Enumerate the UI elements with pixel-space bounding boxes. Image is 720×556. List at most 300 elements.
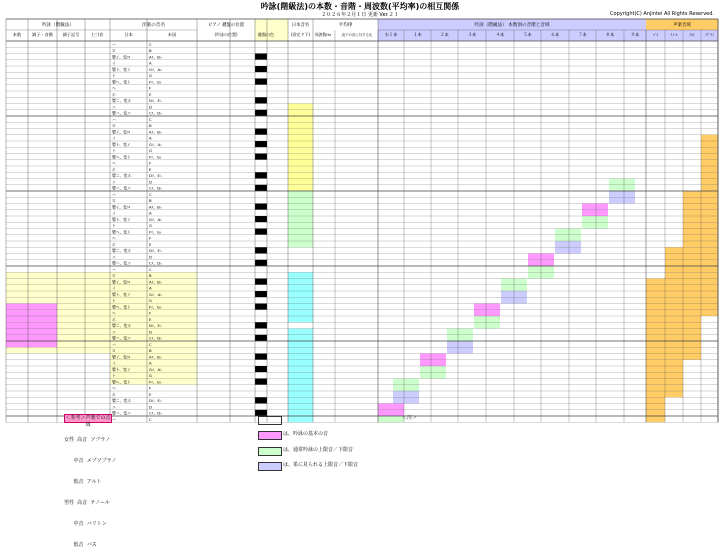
- western-cell-highlight: [110, 272, 197, 278]
- voice-bar-tenor: [665, 372, 683, 378]
- piano-key: [255, 216, 267, 222]
- nihon-cell-highlight: [288, 241, 313, 247]
- voice-bar-bass: [646, 341, 665, 347]
- ginei-base-highlight: [6, 310, 57, 316]
- western-jp-name: 嬰イ、変ロ: [112, 204, 131, 210]
- range-band: [393, 379, 419, 385]
- voice-bar-tenor: [665, 310, 683, 316]
- header-voice-col: ｱﾙﾄ: [689, 33, 695, 37]
- western-jp-name: 嬰ヘ、変ト: [112, 79, 131, 85]
- header-usa: 米国: [167, 32, 177, 37]
- western-jp-name: 嬰ト、変イ: [112, 66, 131, 72]
- piano-key: [255, 360, 267, 366]
- western-us-name: C: [149, 191, 152, 197]
- nihon-cell-highlight: [288, 391, 313, 397]
- voice-bar-soprano: [701, 204, 718, 210]
- nihon-cell-highlight: [288, 354, 313, 360]
- voice-bar-soprano: [701, 185, 718, 191]
- piano-key: [255, 97, 267, 103]
- western-us-name: A: [149, 285, 152, 291]
- range-band: [420, 354, 446, 360]
- voice-bar-tenor: [665, 360, 683, 366]
- western-us-name: A: [149, 60, 152, 66]
- range-band: [582, 216, 608, 222]
- western-jp-name: ホ: [112, 391, 116, 397]
- range-band: [474, 304, 500, 310]
- nihon-cell-highlight: [288, 185, 313, 191]
- ginei-cell-highlight: [6, 291, 110, 297]
- piano-key: [255, 354, 267, 360]
- piano-key: [255, 172, 267, 178]
- piano-key: [255, 304, 267, 310]
- piano-key: [255, 372, 267, 378]
- ginei-base-highlight: [6, 322, 57, 328]
- western-jp-name: ト: [112, 373, 116, 379]
- range-band: [420, 366, 446, 372]
- ginei-base-highlight: [6, 329, 57, 335]
- piano-key: [255, 404, 267, 410]
- voice-bar-bass: [646, 366, 665, 372]
- western-us-name: E: [149, 241, 152, 247]
- western-jp-name: 嬰ト、変イ: [112, 216, 131, 222]
- nihon-cell-highlight: [288, 297, 313, 303]
- voice-bar-soprano: [701, 247, 718, 253]
- header-voice-col: ﾊﾞｽ: [652, 33, 659, 37]
- nihon-cell-highlight: [288, 110, 313, 116]
- piano-key: [255, 66, 267, 72]
- voice-bar-soprano: [701, 291, 718, 297]
- piano-key: [255, 147, 267, 153]
- voice-bar-tenor: [665, 354, 683, 360]
- nihon-cell-highlight: [288, 397, 313, 403]
- range-band: [555, 241, 581, 247]
- voice-bar-tenor: [665, 247, 683, 253]
- western-jp-name: ヘ: [112, 310, 116, 316]
- voice-bar-alto: [683, 304, 701, 310]
- voice-bar-soprano: [701, 135, 718, 141]
- voice-bar-bass: [646, 391, 665, 397]
- voice-bar-alto: [683, 222, 701, 228]
- voice-bar-alto: [683, 204, 701, 210]
- western-us-name: G♯、A♭: [149, 66, 162, 72]
- voice-bar-bass: [646, 322, 665, 328]
- western-cell-highlight: [110, 285, 197, 291]
- legend-text: は、吟詠の基本の音: [283, 431, 329, 437]
- western-us-name: B: [149, 273, 152, 279]
- voice-bar-alto: [683, 291, 701, 297]
- nihon-cell-highlight: [288, 129, 313, 135]
- voice-bar-alto: [683, 191, 701, 197]
- range-band: [555, 247, 581, 253]
- range-band: [420, 372, 446, 378]
- nihon-cell-highlight: [288, 122, 313, 128]
- piano-key: [255, 341, 267, 347]
- piano-key: [255, 129, 267, 135]
- western-cell-highlight: [110, 310, 197, 316]
- voice-bar-tenor: [665, 335, 683, 341]
- range-band: [582, 222, 608, 228]
- range-band: [609, 185, 635, 191]
- header-bg-piano: [255, 19, 288, 41]
- header-voice-col: ｿﾌﾟﾗﾉ: [705, 33, 714, 37]
- western-us-name: A: [149, 210, 152, 216]
- voice-bar-alto: [683, 235, 701, 241]
- piano-key: [255, 272, 267, 278]
- legend-swatch-pink: [258, 431, 282, 440]
- western-jp-name: ハ: [112, 191, 116, 197]
- header-honsu-col: ４本: [495, 32, 505, 37]
- nihon-cell-highlight: [288, 104, 313, 110]
- nihon-cell-highlight: [288, 204, 313, 210]
- western-us-name: F♯、G♭: [149, 79, 162, 85]
- western-us-name: D: [149, 179, 152, 185]
- range-band: [378, 404, 404, 410]
- header-ginei-pos: (吟詠の位置): [214, 32, 238, 37]
- voice-bar-alto: [683, 247, 701, 253]
- piano-key: [255, 47, 267, 53]
- nihon-cell-highlight: [288, 166, 313, 172]
- western-jp-name: ホ: [112, 241, 116, 247]
- voice-bar-bass: [646, 316, 665, 322]
- header-honsu-col: ９本: [630, 32, 640, 37]
- western-cell-highlight: [110, 329, 197, 335]
- western-jp-name: イ: [112, 210, 116, 216]
- ginei-base-highlight: [6, 316, 57, 322]
- voice-bar-soprano: [701, 241, 718, 247]
- western-jp-name: ハ: [112, 116, 116, 122]
- western-us-name: D♯、E♭: [149, 398, 162, 404]
- western-jp-name: ト: [112, 223, 116, 229]
- piano-key: [255, 310, 267, 316]
- voice-bar-bass: [646, 335, 665, 341]
- western-us-name: G♯、A♭: [149, 366, 162, 372]
- piano-key: [255, 210, 267, 216]
- piano-key: [255, 397, 267, 403]
- piano-key: [255, 366, 267, 372]
- voice-bar-soprano: [701, 154, 718, 160]
- western-us-name: A: [149, 360, 152, 366]
- voice-bar-soprano: [701, 141, 718, 147]
- range-band: [609, 197, 635, 203]
- voice-bar-bass: [646, 279, 665, 285]
- voice-bar-soprano: [701, 210, 718, 216]
- nihon-cell-highlight: [288, 385, 313, 391]
- voice-bar-alto: [683, 341, 701, 347]
- legend-text: は、通常吟詠の上限音／下限音: [283, 447, 354, 453]
- piano-key: [255, 285, 267, 291]
- header-honsu: 本数: [12, 32, 22, 37]
- western-jp-name: ハ: [112, 341, 116, 347]
- header-honsu-col: ６本: [550, 32, 560, 37]
- nihon-cell-highlight: [288, 410, 313, 416]
- western-jp-name: 嬰ヘ、変ト: [112, 229, 131, 235]
- western-jp-name: ヘ: [112, 385, 116, 391]
- nihon-cell-highlight: [288, 235, 313, 241]
- voice-bar-tenor: [665, 279, 683, 285]
- voice-bar-bass: [646, 404, 665, 410]
- range-band: [555, 235, 581, 241]
- western-us-name: G♯、A♭: [149, 141, 162, 147]
- range-band: [393, 397, 419, 403]
- voice-bar-soprano: [701, 297, 718, 303]
- voice-bar-bass: [646, 354, 665, 360]
- nihon-cell-highlight: [288, 285, 313, 291]
- western-jp-name: ト: [112, 73, 116, 79]
- voice-bar-tenor: [665, 304, 683, 310]
- voice-bar-alto: [683, 229, 701, 235]
- voice-bar-tenor: [665, 316, 683, 322]
- header-japan: 日本: [124, 32, 133, 37]
- western-jp-name: ト: [112, 298, 116, 304]
- western-cell-highlight: [110, 316, 197, 322]
- western-jp-name: ロ: [112, 348, 116, 354]
- header-honsu-col: ８本: [605, 32, 615, 37]
- piano-key: [255, 335, 267, 341]
- western-cell-highlight: [110, 360, 197, 366]
- header-honsu-col: ２本: [440, 32, 449, 37]
- western-jp-name: 嬰イ、変ロ: [112, 129, 131, 135]
- range-band: [555, 229, 581, 235]
- western-jp-name: 嬰イ、変ロ: [112, 54, 131, 60]
- western-jp-name: 嬰ハ、変ニ: [112, 335, 131, 341]
- western-jp-name: 嬰ヘ、変ト: [112, 154, 131, 160]
- piano-key: [255, 254, 267, 260]
- western-us-name: E: [149, 166, 152, 172]
- western-us-name: F: [149, 310, 152, 316]
- western-us-name: G♯、A♭: [149, 216, 162, 222]
- voice-bar-alto: [683, 216, 701, 222]
- nihon-cell-highlight: [288, 216, 313, 222]
- piano-key: [255, 229, 267, 235]
- voice-bar-soprano: [701, 172, 718, 178]
- voice-bar-bass: [646, 372, 665, 378]
- western-jp-name: ヘ: [112, 160, 116, 166]
- header-group-voice: 声楽音域: [673, 23, 691, 28]
- voice-bar-soprano: [701, 216, 718, 222]
- piano-key: [255, 179, 267, 185]
- range-band: [420, 360, 446, 366]
- voice-range-list: [64, 423, 116, 556]
- voice-bar-alto: [683, 254, 701, 260]
- western-jp-name: ヘ: [112, 235, 116, 241]
- western-cell-highlight: [110, 297, 197, 303]
- voice-bar-alto: [683, 354, 701, 360]
- piano-key: [255, 329, 267, 335]
- western-jp-name: ロ: [112, 48, 116, 54]
- header-kigo: 調子記号: [62, 32, 80, 37]
- western-jp-name: 嬰ハ、変ニ: [112, 410, 131, 416]
- piano-key: [255, 279, 267, 285]
- western-jp-name: 嬰ハ、変ニ: [112, 110, 131, 116]
- voice-bar-bass: [646, 397, 665, 403]
- piano-key: [255, 316, 267, 322]
- piano-key: [255, 72, 267, 78]
- western-us-name: F: [149, 160, 152, 166]
- western-us-name: D♯、E♭: [149, 98, 162, 104]
- voice-range-line: 中音 バリトン: [64, 521, 107, 527]
- nihon-cell-highlight: [288, 272, 313, 278]
- voice-bar-alto: [683, 310, 701, 316]
- western-us-name: D: [149, 329, 152, 335]
- range-band: [582, 210, 608, 216]
- piano-key: [255, 204, 267, 210]
- piano-key: [255, 260, 267, 266]
- voice-bar-soprano: [701, 191, 718, 197]
- voice-range-values: [150, 423, 153, 514]
- nihon-cell-highlight: [288, 291, 313, 297]
- piano-key: [255, 297, 267, 303]
- voice-bar-bass: [646, 329, 665, 335]
- piano-key: [255, 154, 267, 160]
- western-us-name: C♯、D♭: [149, 410, 162, 416]
- voice-bar-bass: [646, 304, 665, 310]
- western-jp-name: ニ: [112, 329, 116, 335]
- western-jp-name: 嬰ニ、変ホ: [112, 323, 132, 329]
- copyright-text: Copyright(C) Anjintei All Rights Reserved.: [610, 11, 714, 17]
- nihon-cell-highlight: [288, 141, 313, 147]
- western-us-name: D♯、E♭: [149, 248, 162, 254]
- western-cell-highlight: [110, 341, 197, 347]
- voice-bar-tenor: [665, 391, 683, 397]
- western-us-name: A♯、B♭: [149, 279, 162, 285]
- voice-bar-alto: [683, 335, 701, 341]
- western-jp-name: ニ: [112, 179, 116, 185]
- western-us-name: C: [149, 266, 152, 272]
- western-us-name: C♯、D♭: [149, 110, 162, 116]
- voice-bar-soprano: [701, 260, 718, 266]
- nihon-cell-highlight: [288, 372, 313, 378]
- piano-key: [255, 197, 267, 203]
- western-jp-name: 嬰ヘ、変ト: [112, 379, 131, 385]
- range-band: [474, 316, 500, 322]
- nihon-cell-highlight: [288, 279, 313, 285]
- western-us-name: G: [149, 73, 152, 79]
- western-us-name: D: [149, 404, 152, 410]
- voice-bar-soprano: [701, 310, 718, 316]
- nihon-cell-highlight: [288, 329, 313, 335]
- western-jp-name: ニ: [112, 254, 116, 260]
- piano-key: [255, 85, 267, 91]
- page-title: 吟詠(階級法)の本数・音階・周波数(平均率)の相互関係: [260, 2, 460, 11]
- header-group-freq: 平均律: [338, 23, 353, 28]
- western-cell-highlight: [110, 347, 197, 353]
- western-us-name: A♯、B♭: [149, 354, 162, 360]
- voice-bar-soprano: [701, 266, 718, 272]
- piano-key: [255, 241, 267, 247]
- western-us-name: B: [149, 48, 152, 54]
- header-nihon-sub: (固定ド下): [290, 32, 311, 37]
- nihon-cell-highlight: [288, 335, 313, 341]
- western-jp-name: 嬰ト、変イ: [112, 291, 131, 297]
- piano-key: [255, 379, 267, 385]
- western-jp-name: ト: [112, 148, 116, 154]
- notes-label: ＜注＞: [402, 415, 418, 421]
- western-us-name: C: [149, 416, 152, 422]
- western-jp-name: 嬰イ、変ロ: [112, 354, 131, 360]
- header-key-color: 鍵盤の色: [258, 32, 274, 37]
- piano-key: [255, 41, 267, 47]
- voice-bar-soprano: [701, 229, 718, 235]
- voice-bar-soprano: [701, 254, 718, 260]
- range-band: [378, 410, 404, 416]
- western-jp-name: ホ: [112, 91, 116, 97]
- piano-key: [255, 347, 267, 353]
- piano-key: [255, 322, 267, 328]
- piano-key: [255, 235, 267, 241]
- piano-key: [255, 60, 267, 66]
- western-us-name: A♯、B♭: [149, 54, 162, 60]
- western-jp-name: ハ: [112, 416, 116, 422]
- voice-bar-tenor: [665, 297, 683, 303]
- piano-key: [255, 116, 267, 122]
- voice-bar-soprano: [701, 304, 718, 310]
- voice-range-line: 女性 高音 ソプラノ: [64, 437, 111, 443]
- western-us-name: F: [149, 85, 152, 91]
- western-jp-name: 嬰ト、変イ: [112, 141, 131, 147]
- piano-key: [255, 160, 267, 166]
- ginei-cell-highlight: [6, 272, 110, 278]
- header-honsu-col: ７本: [578, 32, 587, 37]
- header-group-ginei-right: 吟詠（階級法） 本数別の音階と音域: [474, 23, 550, 28]
- voice-bar-soprano: [701, 272, 718, 278]
- voice-bar-tenor: [665, 266, 683, 272]
- ginei-base-highlight: [6, 304, 57, 310]
- nihon-cell-highlight: [288, 316, 313, 322]
- header-honsu-col: １本: [413, 32, 422, 37]
- nihon-cell-highlight: [288, 347, 313, 353]
- western-us-name: G: [149, 223, 152, 229]
- range-band: [447, 329, 473, 335]
- western-us-name: D♯、E♭: [149, 173, 162, 179]
- voice-bar-soprano: [701, 279, 718, 285]
- legend-swatch-white: [258, 416, 282, 425]
- page-subtitle: ２０２６年２月１日 更新 Ver.２１: [321, 12, 399, 18]
- nihon-cell-highlight: [288, 197, 313, 203]
- western-jp-name: ハ: [112, 266, 116, 272]
- ginei-cell-highlight: [6, 347, 110, 353]
- voice-bar-alto: [683, 279, 701, 285]
- range-band: [582, 204, 608, 210]
- header-freq: 周波数Hz: [314, 32, 332, 37]
- voice-bar-bass: [646, 347, 665, 353]
- western-jp-name: ロ: [112, 273, 116, 279]
- range-band: [609, 191, 635, 197]
- voice-bar-tenor: [665, 329, 683, 335]
- voice-bar-bass: [646, 297, 665, 303]
- voice-bar-bass: [646, 410, 665, 416]
- voice-bar-tenor: [665, 366, 683, 372]
- header-group-nihon: 日本音名: [291, 23, 310, 28]
- voice-range-line: 中音 メゾソプラノ: [64, 458, 117, 464]
- western-us-name: F: [149, 235, 152, 241]
- voice-bar-alto: [683, 197, 701, 203]
- voice-bar-soprano: [701, 285, 718, 291]
- voice-bar-alto: [683, 260, 701, 266]
- voice-bar-tenor: [665, 322, 683, 328]
- voice-bar-tenor: [665, 285, 683, 291]
- nihon-cell-highlight: [288, 147, 313, 153]
- western-us-name: B: [149, 123, 152, 129]
- voice-bar-alto: [683, 347, 701, 353]
- piano-key: [255, 247, 267, 253]
- voice-bar-tenor: [665, 272, 683, 278]
- voice-bar-alto: [683, 272, 701, 278]
- voice-bar-tenor: [665, 254, 683, 260]
- legend-text: は、希に見られる上限音／下限音: [283, 462, 359, 468]
- western-jp-name: ホ: [112, 316, 116, 322]
- voice-range-line: 低音 アルト: [64, 479, 102, 485]
- range-band: [609, 179, 635, 185]
